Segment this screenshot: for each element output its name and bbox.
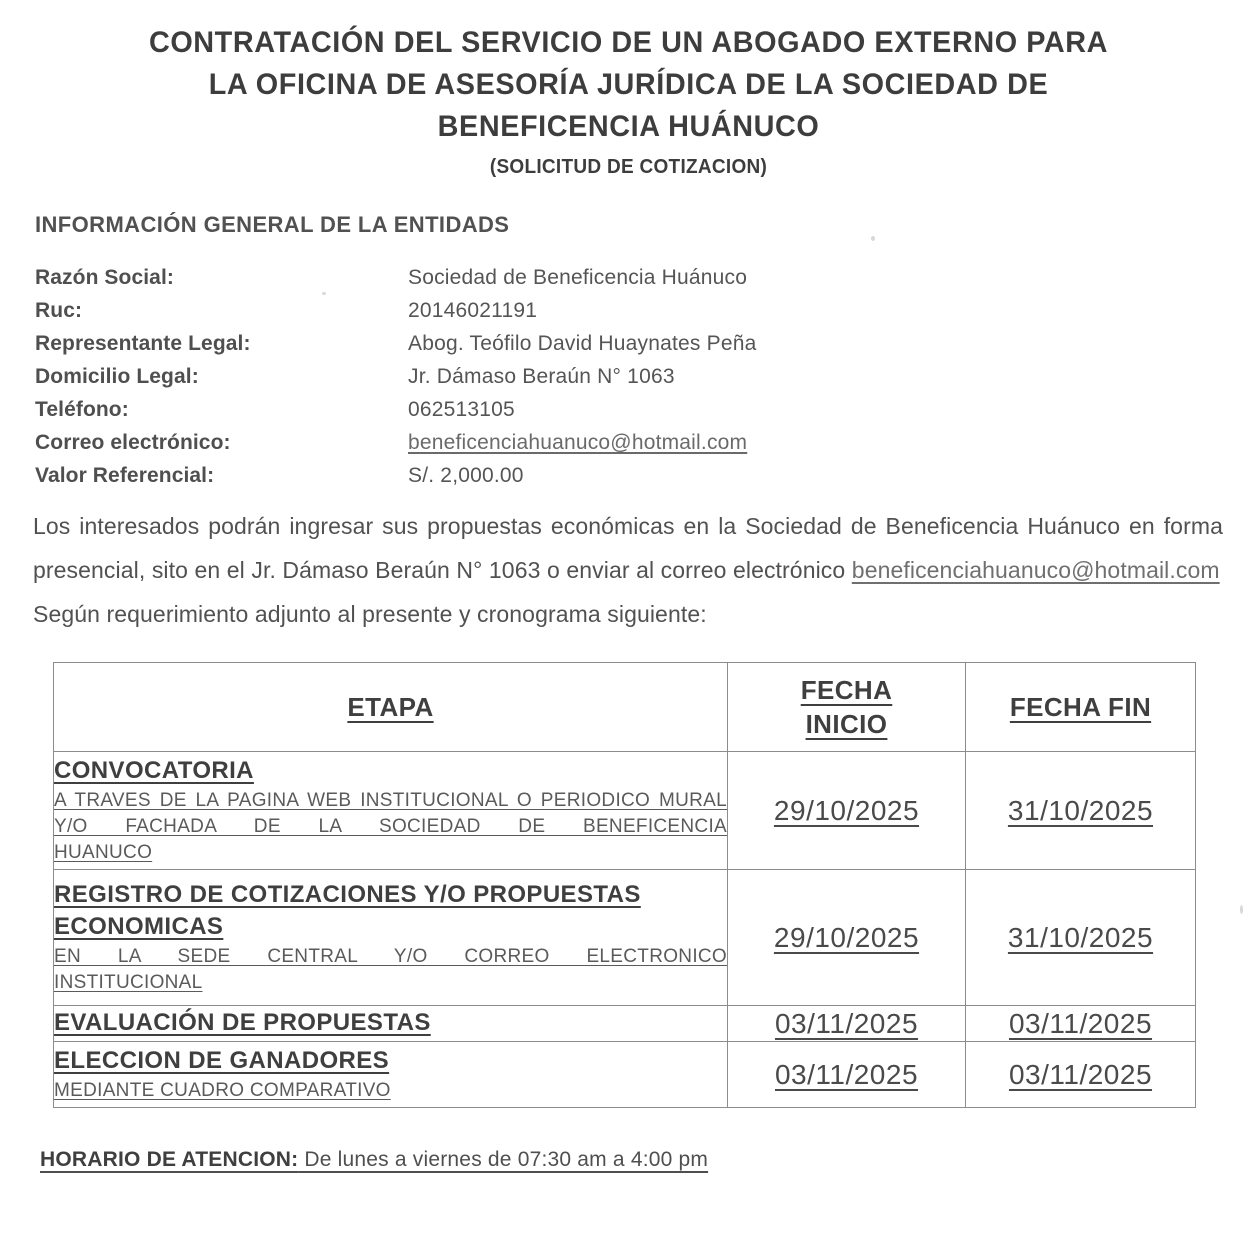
info-value: 062513105 bbox=[408, 398, 515, 421]
info-label: Correo electrónico: bbox=[35, 431, 231, 454]
info-row-ruc bbox=[35, 299, 1257, 332]
column-header-fecha-fin bbox=[966, 663, 1196, 752]
cell-fecha-fin bbox=[966, 1042, 1196, 1108]
etapa-subtext bbox=[54, 944, 727, 996]
column-header-etapa bbox=[54, 663, 728, 752]
info-label: Domicilio Legal: bbox=[35, 365, 199, 388]
info-label: Teléfono: bbox=[35, 398, 129, 421]
header-label: ETAPA bbox=[347, 692, 434, 722]
info-value: Jr. Dámaso Beraún N° 1063 bbox=[408, 365, 675, 388]
info-label: Ruc: bbox=[35, 299, 83, 322]
cell-fecha-fin bbox=[966, 1006, 1196, 1042]
etapa-subtext-last: HUANUCO bbox=[54, 842, 153, 863]
header-label: FECHA FIN bbox=[1009, 692, 1152, 722]
date-value: 03/11/2025 bbox=[774, 1058, 919, 1090]
body-paragraph bbox=[33, 504, 1223, 592]
cell-fecha-fin bbox=[966, 870, 1196, 1006]
date-value: 03/11/2025 bbox=[774, 1007, 919, 1039]
info-value: S/. 2,000.00 bbox=[408, 464, 524, 487]
etapa-subtext-main: A TRAVES DE LA PAGINA WEB INSTITUCIONAL O PERIODICO MURAL Y/O FACHADA DE LA SOCIEDAD DE BENEFICENCIA bbox=[54, 790, 727, 837]
info-row-valor-referencial bbox=[35, 464, 1257, 497]
table-row bbox=[54, 1006, 1196, 1042]
column-header-fecha-inicio bbox=[728, 663, 966, 752]
etapa-title-text: CONVOCATORIA bbox=[54, 757, 254, 784]
etapa-title-text: ELECCION DE GANADORES bbox=[54, 1047, 390, 1074]
title-line-2: LA OFICINA DE ASESORÍA JURÍDICA DE LA SOCIEDAD DE bbox=[208, 68, 1049, 101]
table-row bbox=[54, 1042, 1196, 1108]
etapa-title-text: EVALUACIÓN DE PROPUESTAS bbox=[54, 1009, 431, 1036]
etapa-subtext bbox=[54, 788, 727, 866]
footer-value: De lunes a viernes de 07:30 am a 4:00 pm bbox=[298, 1148, 709, 1171]
header-label-line2: INICIO bbox=[805, 709, 888, 739]
info-value: Abog. Teófilo David Huaynates Peña bbox=[408, 332, 757, 355]
footer-horario-atencion bbox=[36, 1148, 712, 1172]
etapa-subtext-main: EN LA SEDE CENTRAL Y/O CORREO ELECTRONICO bbox=[54, 946, 727, 967]
date-value: 03/11/2025 bbox=[1008, 1007, 1153, 1039]
info-row-correo-electronico bbox=[35, 431, 1257, 464]
cell-fecha-inicio bbox=[728, 1042, 966, 1108]
header-label-line1: FECHA bbox=[800, 675, 893, 705]
email-link[interactable]: beneficenciahuanuco@hotmail.com bbox=[408, 431, 748, 454]
etapa-subtext bbox=[54, 1078, 727, 1104]
info-label: Razón Social: bbox=[35, 266, 174, 289]
schedule-table bbox=[53, 662, 1196, 1108]
paragraph-email-link[interactable]: beneficenciahuanuco@hotmail.com bbox=[851, 557, 1220, 583]
document-title-block bbox=[0, 0, 1257, 182]
cell-etapa bbox=[54, 1006, 728, 1042]
footer-label: HORARIO DE ATENCION: bbox=[40, 1148, 299, 1171]
info-row-telefono bbox=[35, 398, 1257, 431]
body-paragraph-2: Según requerimiento adjunto al presente y cronograma siguiente: bbox=[33, 601, 707, 627]
entity-info-list bbox=[35, 266, 1257, 497]
info-row-domicilio-legal bbox=[35, 365, 1257, 398]
schedule-table-wrapper bbox=[53, 662, 1195, 1108]
title-line-3: BENEFICENCIA HUÁNUCO bbox=[437, 110, 820, 143]
date-value: 29/10/2025 bbox=[773, 794, 920, 826]
cell-fecha-fin bbox=[966, 752, 1196, 870]
etapa-title bbox=[54, 879, 727, 943]
etapa-title bbox=[54, 755, 727, 787]
document-subtitle: (SOLICITUD DE COTIZACION) bbox=[489, 156, 768, 178]
cell-etapa bbox=[54, 752, 728, 870]
table-row bbox=[54, 752, 1196, 870]
table-header-row bbox=[54, 663, 1196, 752]
paragraph-text: Los interesados podrán ingresar sus propuestas económicas en la Sociedad de Beneficencia Huánuco en forma presencial, sito en el Jr. Dámaso Beraún N° 1063 o enviar al correo electrónico bbox=[33, 513, 1223, 583]
etapa-title bbox=[54, 1045, 727, 1077]
cell-etapa bbox=[54, 1042, 728, 1108]
cell-fecha-inicio bbox=[728, 1006, 966, 1042]
etapa-title-text: REGISTRO DE COTIZACIONES Y/O PROPUESTAS ECONOMICAS bbox=[54, 881, 641, 940]
table-row bbox=[54, 870, 1196, 1006]
etapa-title bbox=[54, 1007, 727, 1039]
scan-speck bbox=[1240, 905, 1243, 914]
section-heading-general-info: INFORMACIÓN GENERAL DE LA ENTIDADS bbox=[35, 212, 510, 237]
date-value: 31/10/2025 bbox=[1007, 794, 1154, 826]
date-value: 29/10/2025 bbox=[773, 921, 920, 953]
etapa-subtext-last: MEDIANTE CUADRO COMPARATIVO bbox=[54, 1080, 391, 1101]
date-value: 31/10/2025 bbox=[1007, 921, 1154, 953]
info-label: Representante Legal: bbox=[35, 332, 251, 355]
cell-fecha-inicio bbox=[728, 870, 966, 1006]
title-line-1: CONTRATACIÓN DEL SERVICIO DE UN ABOGADO EXTERNO PARA bbox=[148, 26, 1109, 59]
cell-etapa bbox=[54, 870, 728, 1006]
date-value: 03/11/2025 bbox=[1008, 1058, 1153, 1090]
info-label: Valor Referencial: bbox=[35, 464, 215, 487]
info-row-representante-legal bbox=[35, 332, 1257, 365]
info-value: Sociedad de Beneficencia Huánuco bbox=[408, 266, 748, 289]
info-row-razon-social bbox=[35, 266, 1257, 299]
etapa-subtext-last: INSTITUCIONAL bbox=[54, 972, 203, 993]
cell-fecha-inicio bbox=[728, 752, 966, 870]
info-value: 20146021191 bbox=[408, 299, 538, 322]
